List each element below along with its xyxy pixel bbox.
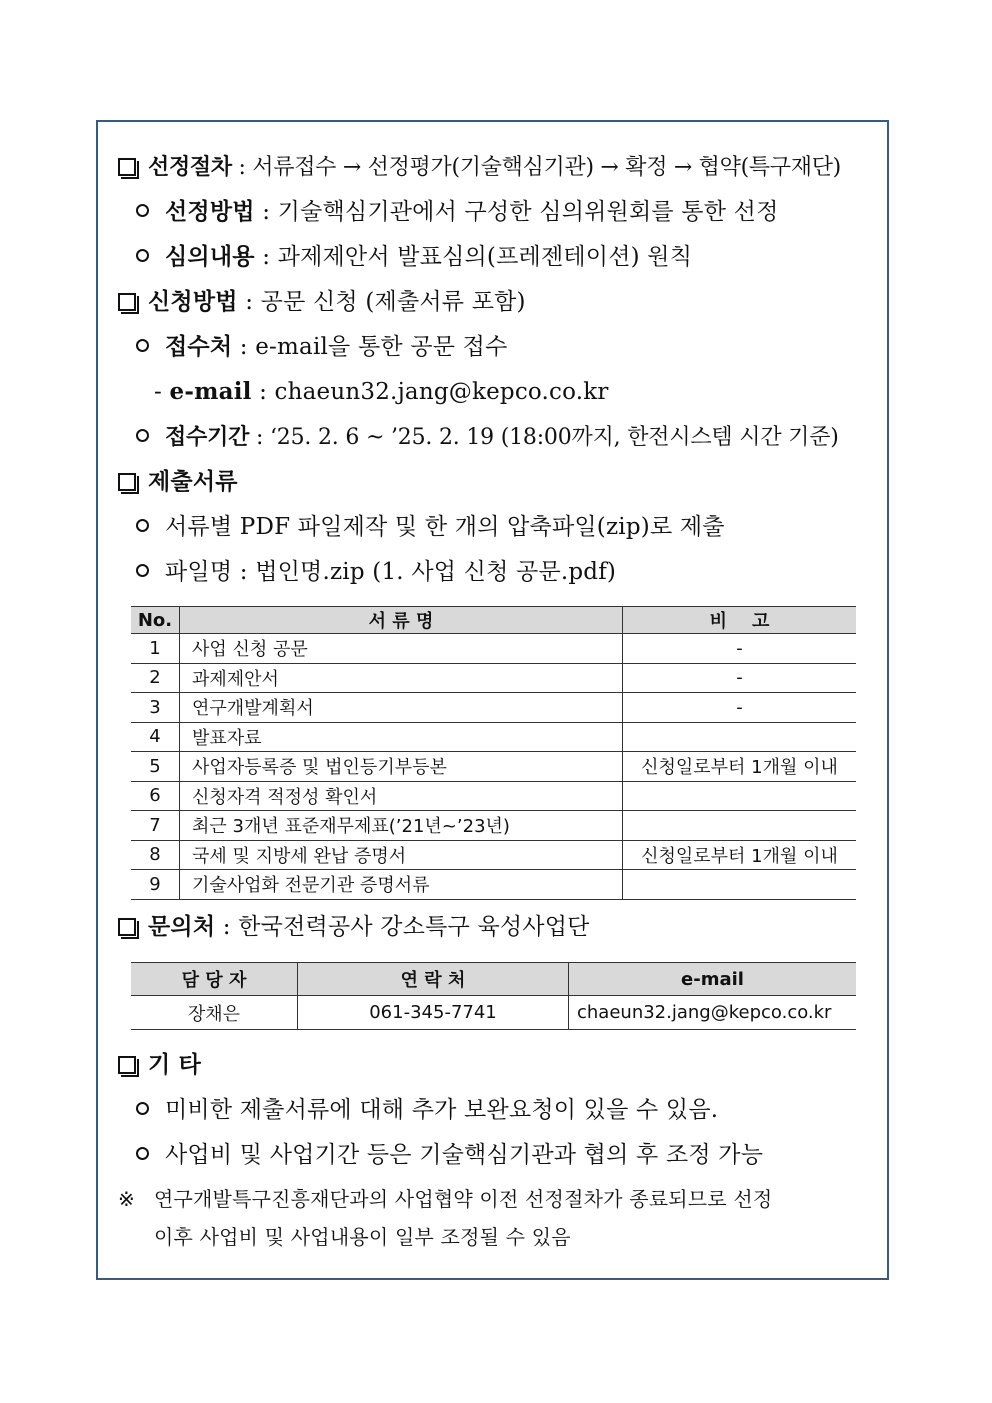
- header-no: No.: [131, 607, 180, 634]
- item-reception-period: [136, 422, 839, 453]
- table-row: [131, 870, 856, 900]
- cell-no: 5: [131, 752, 180, 782]
- item-heading: 심의내용: [165, 243, 255, 270]
- cell-name: 사업자등록증 및 법인등기부등본: [180, 752, 623, 782]
- item-heading: 접수처: [165, 333, 233, 360]
- header-remark: 비 고: [623, 607, 857, 634]
- checkbox-square-icon: [118, 1056, 136, 1074]
- cell-email: chaeun32.jang@kepco.co.kr: [569, 996, 857, 1030]
- cell-remark: -: [623, 634, 857, 664]
- item-selection-method: [136, 197, 778, 227]
- bullet-circle-icon: [136, 564, 149, 577]
- table-row: [131, 811, 856, 841]
- item-reception: [136, 332, 508, 362]
- bullet-circle-icon: [136, 1147, 149, 1160]
- item-text: : ‘25. 2. 6 ~ ’25. 2. 19 (18:00까지, 한전시스템 시간 기준): [249, 425, 839, 450]
- item-heading: 선정방법: [165, 198, 255, 225]
- cell-name: 최근 3개년 표준재무제표(’21년~’23년): [180, 811, 623, 841]
- section-text: : 서류접수 → 선정평가(기술핵심기관) → 확정 → 협약(특구재단): [231, 155, 841, 180]
- cell-name: 국세 및 지방세 완납 증명서: [180, 840, 623, 870]
- section-selection-process: [118, 152, 841, 183]
- cell-remark: [623, 811, 857, 841]
- item-text: : chaeun32.jang@kepco.co.kr: [251, 379, 609, 405]
- bullet-circle-icon: [136, 519, 149, 532]
- item-supplement-request: [136, 1095, 718, 1125]
- cell-no: 7: [131, 811, 180, 841]
- header-phone: 연 락 처: [298, 963, 569, 996]
- table-row: [131, 840, 856, 870]
- item-heading: 접수기간: [165, 424, 250, 450]
- cell-no: 8: [131, 840, 180, 870]
- documents-table: [131, 606, 856, 900]
- table-row: [131, 996, 856, 1030]
- item-text: 서류별 PDF 파일제작 및 한 개의 압축파일(zip)로 제출: [165, 514, 725, 540]
- cell-name: 과제제안서: [180, 663, 623, 693]
- table-header-row: [131, 607, 856, 634]
- item-text: : e-mail을 통한 공문 접수: [232, 334, 508, 360]
- cell-name: 연구개발계획서: [180, 693, 623, 723]
- section-text: : 한국전력공사 강소특구 육성사업단: [215, 914, 590, 940]
- section-heading: 선정절차: [148, 154, 232, 180]
- header-person: 담 당 자: [131, 963, 298, 996]
- cell-remark: 신청일로부터 1개월 이내: [623, 752, 857, 782]
- cell-no: 6: [131, 781, 180, 811]
- note-mark: ※: [118, 1187, 135, 1211]
- header-doc-name: 서 류 명: [180, 607, 623, 634]
- note-text: 이후 사업비 및 사업내용이 일부 조정될 수 있음: [154, 1225, 571, 1249]
- cell-remark: -: [623, 663, 857, 693]
- cell-no: 4: [131, 722, 180, 752]
- item-text: 파일명 : 법인명.zip (1. 사업 신청 공문.pdf): [165, 559, 617, 585]
- table-row: [131, 722, 856, 752]
- checkbox-square-icon: [118, 293, 136, 311]
- cell-remark: 신청일로부터 1개월 이내: [623, 840, 857, 870]
- bullet-circle-icon: [136, 204, 149, 217]
- table-row: [131, 781, 856, 811]
- section-heading: 문의처: [148, 913, 216, 940]
- section-heading: 기 타: [148, 1051, 202, 1078]
- bullet-circle-icon: [136, 429, 149, 442]
- table-row: [131, 634, 856, 664]
- cell-no: 1: [131, 634, 180, 664]
- checkbox-square-icon: [118, 918, 136, 936]
- item-heading: e-mail: [169, 378, 252, 405]
- item-pdf-instruction: [136, 512, 725, 542]
- contact-table: [131, 962, 856, 1030]
- cell-person: 장채은: [131, 996, 298, 1030]
- item-text: 사업비 및 사업기간 등은 기술핵심기관과 협의 후 조정 가능: [165, 1142, 764, 1168]
- note-text: 연구개발특구진흥재단과의 사업협약 이전 선정절차가 종료되므로 선정: [154, 1187, 773, 1211]
- item-text: : 기술핵심기관에서 구성한 심의위원회를 통한 선정: [254, 199, 779, 225]
- cell-no: 2: [131, 663, 180, 693]
- section-submission-documents: [118, 467, 238, 497]
- cell-remark: [623, 722, 857, 752]
- cell-name: 발표자료: [180, 722, 623, 752]
- checkbox-square-icon: [118, 473, 136, 491]
- section-text: : 공문 신청 (제출서류 포함): [237, 289, 526, 315]
- table-row: [131, 752, 856, 782]
- table-row: [131, 693, 856, 723]
- cell-phone: 061-345-7741: [298, 996, 569, 1030]
- table-row: [131, 663, 856, 693]
- note-line-2: [154, 1222, 571, 1252]
- dash-marker: -: [154, 379, 170, 405]
- cell-no: 9: [131, 870, 180, 900]
- table-header-row: [131, 963, 856, 996]
- note-line-1: [118, 1184, 772, 1214]
- cell-name: 기술사업화 전문기관 증명서류: [180, 870, 623, 900]
- bullet-circle-icon: [136, 1102, 149, 1115]
- item-review-content: [136, 242, 692, 272]
- bullet-circle-icon: [136, 249, 149, 262]
- cell-no: 3: [131, 693, 180, 723]
- item-filename: [136, 557, 616, 587]
- checkbox-square-icon: [118, 158, 136, 176]
- item-text: : 과제제안서 발표심의(프레젠테이션) 원칙: [254, 244, 693, 270]
- bullet-circle-icon: [136, 339, 149, 352]
- section-application-method: [118, 287, 526, 317]
- section-other: [118, 1050, 201, 1080]
- cell-remark: [623, 781, 857, 811]
- item-text: 미비한 제출서류에 대해 추가 보완요청이 있을 수 있음.: [165, 1097, 719, 1123]
- section-heading: 제출서류: [148, 468, 238, 495]
- cell-name: 사업 신청 공문: [180, 634, 623, 664]
- item-budget-adjustment: [136, 1140, 763, 1170]
- section-heading: 신청방법: [148, 288, 238, 315]
- cell-remark: -: [623, 693, 857, 723]
- cell-remark: [623, 870, 857, 900]
- item-email: [154, 377, 609, 407]
- section-inquiry: [118, 912, 590, 942]
- header-email: e-mail: [569, 963, 857, 996]
- cell-name: 신청자격 적정성 확인서: [180, 781, 623, 811]
